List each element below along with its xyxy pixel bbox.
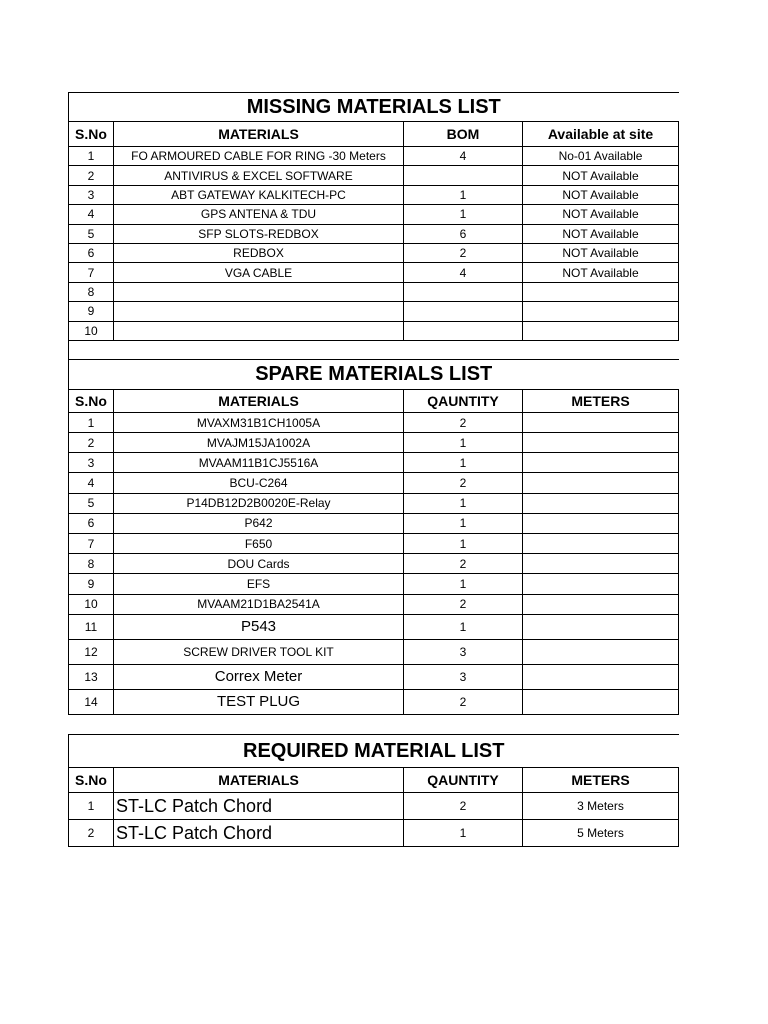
col-header-meters: METERS xyxy=(523,768,679,793)
cell-meters: 5 Meters xyxy=(523,820,679,847)
missing-table-row xyxy=(69,224,679,243)
spare-table-row xyxy=(69,689,679,714)
cell-meters xyxy=(523,614,679,639)
col-header-bom: BOM xyxy=(404,122,523,147)
cell-availability: NOT Available xyxy=(523,243,679,262)
cell-bom: 1 xyxy=(404,185,523,204)
cell-sno: 14 xyxy=(69,689,114,714)
cell-availability: No-01 Available xyxy=(523,147,679,166)
cell-availability: NOT Available xyxy=(523,185,679,204)
cell-material: P14DB12D2B0020E-Relay xyxy=(114,493,404,513)
cell-sno: 3 xyxy=(69,453,114,473)
spare-table-row xyxy=(69,513,679,533)
cell-quantity: 1 xyxy=(404,820,523,847)
cell-material: DOU Cards xyxy=(114,554,404,574)
spare-table-row xyxy=(69,614,679,639)
cell-quantity: 3 xyxy=(404,639,523,664)
cell-sno: 2 xyxy=(69,166,114,185)
cell-sno: 8 xyxy=(69,282,114,301)
cell-meters: 3 Meters xyxy=(523,793,679,820)
cell-material: VGA CABLE xyxy=(114,263,404,282)
cell-availability: NOT Available xyxy=(523,205,679,224)
missing-table-row xyxy=(69,321,679,340)
cell-material: F650 xyxy=(114,534,404,554)
required-header-row xyxy=(69,768,679,793)
cell-quantity: 1 xyxy=(404,513,523,533)
cell-material: MVAAM11B1CJ5516A xyxy=(114,453,404,473)
cell-quantity: 2 xyxy=(404,793,523,820)
spare-table-row xyxy=(69,412,679,432)
cell-sno: 7 xyxy=(69,534,114,554)
missing-spare-sheet xyxy=(68,92,679,715)
cell-sno: 12 xyxy=(69,639,114,664)
col-header-meters: METERS xyxy=(523,389,679,412)
cell-sno: 5 xyxy=(69,224,114,243)
cell-bom xyxy=(404,321,523,340)
cell-material: REDBOX xyxy=(114,243,404,262)
cell-material: TEST PLUG xyxy=(114,689,404,714)
cell-availability xyxy=(523,302,679,321)
cell-meters xyxy=(523,412,679,432)
missing-table-row xyxy=(69,243,679,262)
cell-bom xyxy=(404,282,523,301)
cell-material: EFS xyxy=(114,574,404,594)
spare-table-row xyxy=(69,453,679,473)
missing-table-row xyxy=(69,185,679,204)
spare-table-row xyxy=(69,433,679,453)
cell-bom xyxy=(404,166,523,185)
missing-table-row xyxy=(69,263,679,282)
col-header-materials: MATERIALS xyxy=(114,768,404,793)
cell-sno: 6 xyxy=(69,513,114,533)
cell-meters xyxy=(523,664,679,689)
col-header-available: Available at site xyxy=(523,122,679,147)
col-header-sno: S.No xyxy=(69,768,114,793)
cell-sno: 4 xyxy=(69,473,114,493)
required-list-title: REQUIRED MATERIAL LIST xyxy=(69,735,679,768)
cell-meters xyxy=(523,639,679,664)
required-table-row xyxy=(69,793,679,820)
cell-material: ST-LC Patch Chord xyxy=(114,793,404,820)
cell-bom: 2 xyxy=(404,243,523,262)
col-header-quantity: QAUNTITY xyxy=(404,768,523,793)
cell-quantity: 1 xyxy=(404,453,523,473)
cell-quantity: 2 xyxy=(404,689,523,714)
missing-table-row xyxy=(69,205,679,224)
cell-material xyxy=(114,282,404,301)
col-header-quantity: QAUNTITY xyxy=(404,389,523,412)
cell-meters xyxy=(523,534,679,554)
cell-material: ANTIVIRUS & EXCEL SOFTWARE xyxy=(114,166,404,185)
cell-sno: 2 xyxy=(69,820,114,847)
cell-material: SFP SLOTS-REDBOX xyxy=(114,224,404,243)
cell-availability xyxy=(523,282,679,301)
cell-quantity: 1 xyxy=(404,433,523,453)
cell-bom: 6 xyxy=(404,224,523,243)
cell-meters xyxy=(523,493,679,513)
cell-material: SCREW DRIVER TOOL KIT xyxy=(114,639,404,664)
cell-material: GPS ANTENA & TDU xyxy=(114,205,404,224)
cell-meters xyxy=(523,453,679,473)
spare-table-row xyxy=(69,534,679,554)
cell-material: MVAJM15JA1002A xyxy=(114,433,404,453)
cell-material: P642 xyxy=(114,513,404,533)
cell-availability: NOT Available xyxy=(523,263,679,282)
cell-meters xyxy=(523,594,679,614)
cell-sno: 7 xyxy=(69,263,114,282)
cell-sno: 2 xyxy=(69,433,114,453)
missing-table-row xyxy=(69,166,679,185)
cell-bom: 4 xyxy=(404,263,523,282)
cell-sno: 9 xyxy=(69,302,114,321)
cell-sno: 9 xyxy=(69,574,114,594)
spare-list-title: SPARE MATERIALS LIST xyxy=(69,359,679,389)
cell-sno: 13 xyxy=(69,664,114,689)
cell-availability: NOT Available xyxy=(523,166,679,185)
cell-material: ABT GATEWAY KALKITECH-PC xyxy=(114,185,404,204)
cell-meters xyxy=(523,513,679,533)
cell-sno: 4 xyxy=(69,205,114,224)
cell-material xyxy=(114,302,404,321)
spare-table-row xyxy=(69,639,679,664)
cell-material xyxy=(114,321,404,340)
cell-bom xyxy=(404,302,523,321)
cell-quantity: 2 xyxy=(404,412,523,432)
cell-material: ST-LC Patch Chord xyxy=(114,820,404,847)
cell-material: MVAAM21D1BA2541A xyxy=(114,594,404,614)
spare-table-row xyxy=(69,594,679,614)
col-header-sno: S.No xyxy=(69,122,114,147)
spare-table-row xyxy=(69,473,679,493)
cell-sno: 1 xyxy=(69,793,114,820)
spare-table-row xyxy=(69,493,679,513)
cell-availability xyxy=(523,321,679,340)
cell-meters xyxy=(523,689,679,714)
missing-table-row xyxy=(69,147,679,166)
spare-header-row xyxy=(69,389,679,412)
cell-material: FO ARMOURED CABLE FOR RING -30 Meters xyxy=(114,147,404,166)
col-header-materials: MATERIALS xyxy=(114,389,404,412)
cell-quantity: 2 xyxy=(404,554,523,574)
spare-table-row xyxy=(69,574,679,594)
missing-table-row xyxy=(69,282,679,301)
cell-quantity: 1 xyxy=(404,574,523,594)
cell-bom: 1 xyxy=(404,205,523,224)
cell-material: P543 xyxy=(114,614,404,639)
cell-material: BCU-C264 xyxy=(114,473,404,493)
cell-sno: 10 xyxy=(69,594,114,614)
section-gap xyxy=(69,340,679,359)
cell-quantity: 1 xyxy=(404,493,523,513)
cell-availability: NOT Available xyxy=(523,224,679,243)
cell-sno: 10 xyxy=(69,321,114,340)
cell-quantity: 2 xyxy=(404,594,523,614)
missing-list-title: MISSING MATERIALS LIST xyxy=(69,93,679,122)
cell-meters xyxy=(523,433,679,453)
required-sheet xyxy=(68,734,679,847)
cell-sno: 1 xyxy=(69,147,114,166)
cell-sno: 3 xyxy=(69,185,114,204)
cell-bom: 4 xyxy=(404,147,523,166)
cell-quantity: 3 xyxy=(404,664,523,689)
cell-material: Correx Meter xyxy=(114,664,404,689)
col-header-materials: MATERIALS xyxy=(114,122,404,147)
col-header-sno: S.No xyxy=(69,389,114,412)
spare-table-row xyxy=(69,554,679,574)
missing-header-row xyxy=(69,122,679,147)
required-table-row xyxy=(69,820,679,847)
cell-sno: 5 xyxy=(69,493,114,513)
cell-sno: 1 xyxy=(69,412,114,432)
cell-meters xyxy=(523,473,679,493)
cell-meters xyxy=(523,574,679,594)
cell-sno: 8 xyxy=(69,554,114,574)
cell-sno: 6 xyxy=(69,243,114,262)
missing-table-row xyxy=(69,302,679,321)
cell-quantity: 1 xyxy=(404,614,523,639)
cell-quantity: 1 xyxy=(404,534,523,554)
cell-quantity: 2 xyxy=(404,473,523,493)
cell-sno: 11 xyxy=(69,614,114,639)
cell-material: MVAXM31B1CH1005A xyxy=(114,412,404,432)
cell-meters xyxy=(523,554,679,574)
spare-table-row xyxy=(69,664,679,689)
